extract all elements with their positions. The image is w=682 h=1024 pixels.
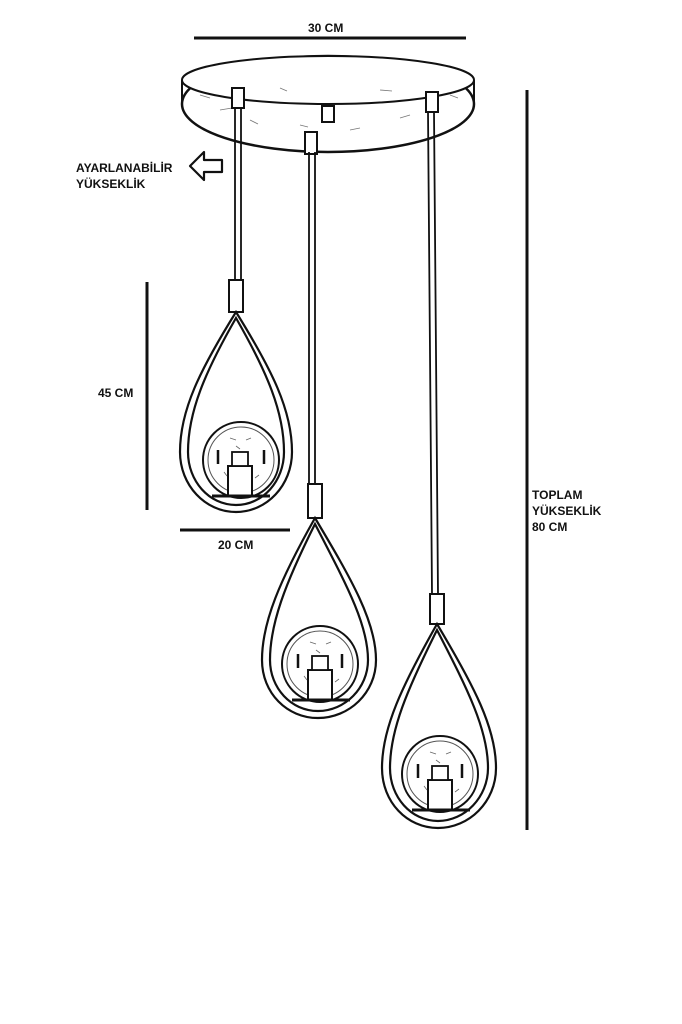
pendant-middle: [262, 152, 376, 718]
pendant-height-label: 45 CM: [98, 386, 134, 400]
adjustable-height-label: [76, 160, 172, 192]
total-height-line1: TOPLAM: [532, 488, 583, 502]
left-arrow-icon: [190, 152, 222, 180]
ceiling-canopy: [182, 56, 474, 154]
pendant-right: [382, 112, 496, 828]
total-height-line2: YÜKSEKLİK: [532, 504, 602, 518]
top-width-label: 30 CM: [308, 21, 344, 35]
adjustable-height-line1: AYARLANABİLİR: [76, 161, 173, 175]
adjustable-height-line2: YÜKSEKLİK: [76, 177, 146, 191]
total-height-label: [532, 487, 601, 535]
pendant-width-label: 20 CM: [218, 538, 254, 552]
total-height-line3: 80 CM: [532, 520, 568, 534]
